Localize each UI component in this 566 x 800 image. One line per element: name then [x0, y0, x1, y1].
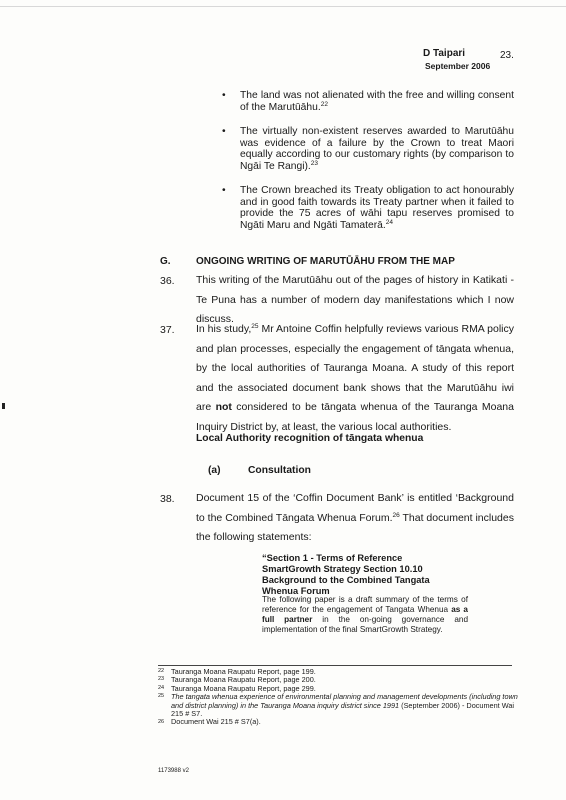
quote-text: in the on-going governance and implementation of the final SmartGrowth Strategy.	[262, 615, 469, 634]
scan-edge-mark	[2, 403, 5, 409]
bullet-text: The Crown breached its Treaty obligation to act honourably and in good faith towards its Treaty partner when it failed to provide the 75 acres of wāhi tapu reserves promised to Ngāti Maru and Ngāti Tamaterā.	[240, 185, 514, 231]
paragraph-38	[196, 489, 514, 548]
footnote-ref[interactable]: 24	[385, 218, 393, 226]
footnote-ref[interactable]: 22	[320, 100, 328, 108]
footnote-text: Tauranga Moana Raupatu Report, page 200.	[171, 675, 316, 685]
section-title: ONGOING WRITING OF MARUTŪĀHU FROM THE MAP	[196, 256, 455, 267]
quote-text: The following paper is a draft summary of the terms of reference for the engagement of Tangata Whenua	[262, 595, 468, 614]
footnote-rule	[158, 665, 512, 666]
paragraph-number: 37.	[160, 324, 175, 336]
bullet-dot-icon: •	[222, 185, 226, 196]
footnote-ref[interactable]: 25	[251, 323, 259, 330]
footnote-ref[interactable]: 23	[310, 159, 319, 167]
footnote-number: 24	[158, 684, 165, 691]
header-page-number: 23.	[500, 50, 514, 61]
paragraph-37	[196, 320, 514, 437]
document-id: 1173988 v2	[158, 768, 189, 774]
footnote	[158, 693, 518, 718]
footnote-text: Tauranga Moana Raupatu Report, page 299.	[171, 683, 316, 693]
footnote-number: 22	[158, 668, 165, 674]
paragraph-text: That document includes the following statements:	[196, 511, 514, 543]
footnote-text: Document Wai 215 # S7(a).	[171, 717, 261, 727]
bullet-item	[222, 90, 514, 113]
header-date: September 2006	[425, 61, 491, 71]
footnote-text: Tauranga Moana Raupatu Report, page 199.	[171, 667, 316, 676]
page-top-rule	[0, 6, 566, 7]
footnote	[158, 718, 518, 726]
emphasis-text: not	[215, 401, 232, 413]
paragraph-text: In his study,	[196, 323, 252, 335]
paragraph-text: considered to be tāngata whenua of the Tauranga Moana Inquiry District by, at least, the various local authorities.	[196, 401, 514, 433]
paragraph-number: 38.	[160, 493, 175, 505]
header-author: D Taipari	[423, 48, 466, 59]
bullet-list	[222, 90, 514, 244]
bullet-item	[222, 126, 514, 172]
subsection-letter: (a)	[208, 465, 221, 476]
footnote-number: 23	[158, 676, 165, 683]
subheading: Local Authority recognition of tāngata whenua	[196, 433, 424, 444]
bullet-text: The land was not alienated with the free and willing consent of the Marutūāhu.	[240, 90, 514, 113]
footnote-text: (September 2006) - Document Wai 215 # S7.	[171, 700, 515, 719]
footnote-number: 26	[158, 719, 165, 726]
bullet-dot-icon: •	[222, 126, 226, 137]
bullet-text: The virtually non-existent reserves awarded to Marutūāhu was evidence of a failure by the Crown to treat Maori equally according to our customary rights (by comparison to Ngāi Te Rangi).	[240, 126, 514, 172]
paragraph-number: 36.	[160, 275, 175, 287]
footnotes	[158, 668, 518, 727]
footnote-title: The tangata whenua experience of environmental planning and management developments (including town and district planning) in the Tauranga Moana inquiry district since 1991	[171, 692, 518, 710]
footnote-ref[interactable]: 26	[392, 511, 400, 519]
bullet-item	[222, 185, 514, 231]
quote-body	[262, 595, 468, 635]
subsection-title: Consultation	[248, 465, 311, 476]
paragraph-text: Mr Antoine Coffin helpfully reviews various RMA policy and plan processes, especially the engagement of tāngata whenua, by the local authorities of Tauranga Moana. A study of this report and the associated document bank shows that the Marutūāhu iwi are	[196, 323, 515, 413]
quote-heading: “Section 1 - Terms of Reference SmartGrowth Strategy Section 10.10 Background to the Combined Tangata Whenua Forum	[262, 553, 430, 596]
paragraph-text: Document 15 of the ‘Coffin Document Bank’ is entitled ‘Background to the Combined Tāngata Whenua Forum.	[196, 492, 514, 524]
section-letter: G.	[160, 256, 171, 267]
footnote-number: 25	[158, 693, 165, 700]
quote-emphasis: as a full partner	[262, 605, 468, 624]
bullet-dot-icon: •	[222, 90, 226, 101]
paragraph-text: This writing of the Marutūāhu out of the pages of history in Katikati - Te Puna has a number of modern day manifestations which I now discuss.	[196, 274, 514, 325]
